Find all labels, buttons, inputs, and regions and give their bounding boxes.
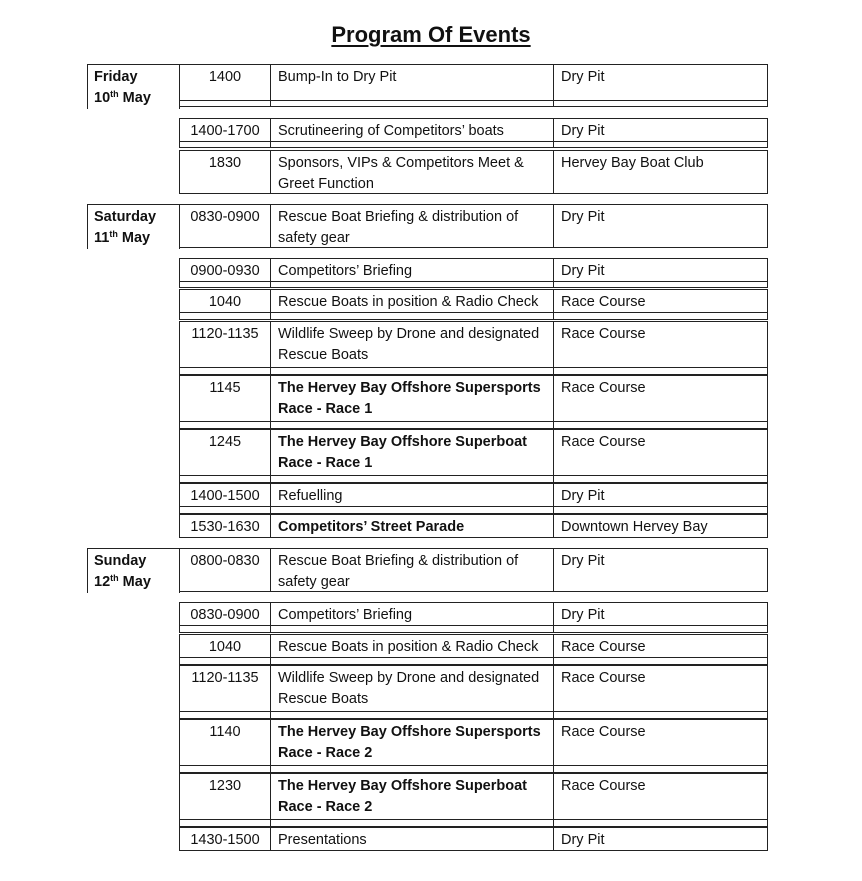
row-divider (180, 141, 767, 142)
event-location: Race Course (561, 670, 646, 686)
event-row (179, 64, 768, 107)
event-name: The Hervey Bay Offshore Supersports Race - Race 1 (271, 376, 554, 428)
event-time: 1230 (180, 774, 271, 826)
row-divider (180, 765, 767, 766)
day-date-suffix: th (109, 229, 118, 239)
event-name: Rescue Boat Briefing & distribution of safety gear (271, 205, 554, 247)
row-divider (180, 312, 767, 313)
event-time: 0900-0930 (180, 259, 271, 287)
event-time: 1040 (180, 635, 271, 664)
event-name: Presentations (271, 828, 554, 850)
event-location: Dry Pit (561, 832, 605, 848)
day-date-suffix: th (110, 573, 119, 583)
row-divider (180, 367, 767, 368)
event-name: Rescue Boats in position & Radio Check (271, 635, 554, 664)
row-divider (180, 506, 767, 507)
row-divider (180, 475, 767, 476)
event-row (179, 827, 768, 851)
day-month: May (122, 90, 151, 106)
event-row (179, 514, 768, 538)
row-divider (180, 421, 767, 422)
event-name: Rescue Boat Briefing & distribution of safety gear (271, 549, 554, 591)
event-location: Race Course (561, 380, 646, 396)
event-row (179, 118, 768, 148)
event-location: Dry Pit (561, 488, 605, 504)
event-row (179, 634, 768, 665)
event-row (179, 150, 768, 194)
event-time: 1400-1500 (180, 484, 271, 513)
event-time: 1120-1135 (180, 666, 271, 718)
day-month: May (122, 574, 151, 590)
event-time: 1830 (180, 151, 271, 193)
event-row (179, 483, 768, 514)
event-row (179, 258, 768, 288)
row-divider (180, 100, 767, 101)
event-time: 0830-0900 (180, 603, 271, 632)
day-date-suffix: th (110, 89, 119, 99)
event-row (179, 321, 768, 375)
event-row (179, 204, 768, 248)
event-row (179, 602, 768, 633)
event-row (179, 375, 768, 429)
event-name: Wildlife Sweep by Drone and designated Rescue Boats (271, 666, 554, 718)
row-divider (180, 711, 767, 712)
event-name: The Hervey Bay Offshore Supersports Race - Race 2 (271, 720, 554, 772)
event-time: 1400 (180, 65, 271, 106)
event-name: Competitors’ Street Parade (271, 515, 554, 537)
event-location: Race Course (561, 326, 646, 342)
event-time: 0830-0900 (180, 205, 271, 247)
event-location: Dry Pit (561, 209, 605, 225)
event-row (179, 289, 768, 320)
day-name: Sunday (94, 553, 147, 569)
event-location: Hervey Bay Boat Club (561, 155, 704, 171)
event-location: Dry Pit (561, 607, 605, 623)
event-time: 1120-1135 (180, 322, 271, 374)
event-location: Downtown Hervey Bay (561, 519, 708, 535)
event-row (179, 773, 768, 827)
event-name: Wildlife Sweep by Drone and designated Rescue Boats (271, 322, 554, 374)
day-label-sunday (87, 548, 180, 593)
day-month: May (121, 230, 151, 246)
event-time: 1145 (180, 376, 271, 428)
page-title: Program Of Events (331, 22, 531, 47)
day-name: Saturday (94, 209, 157, 225)
event-name: Refuelling (271, 484, 554, 513)
event-time: 1140 (180, 720, 271, 772)
event-name: Rescue Boats in position & Radio Check (271, 290, 554, 319)
event-time: 1430-1500 (180, 828, 271, 850)
event-row (179, 719, 768, 773)
event-time: 1040 (180, 290, 271, 319)
day-label-saturday (87, 204, 180, 249)
day-label-friday (87, 64, 180, 109)
row-divider (180, 281, 767, 282)
row-divider (180, 819, 767, 820)
event-location: Race Course (561, 434, 646, 450)
event-name: The Hervey Bay Offshore Superboat Race - Race 2 (271, 774, 554, 826)
row-divider (180, 625, 767, 626)
event-location: Race Course (561, 294, 646, 310)
event-name: Bump-In to Dry Pit (271, 65, 554, 106)
day-date: 11 (94, 230, 110, 246)
event-location: Race Course (561, 778, 646, 794)
event-location: Dry Pit (561, 553, 605, 569)
event-time: 1530-1630 (180, 515, 271, 537)
day-name: Friday (94, 69, 138, 85)
event-location: Dry Pit (561, 263, 605, 279)
event-name: Scrutineering of Competitors’ boats (271, 119, 554, 147)
event-location: Race Course (561, 724, 646, 740)
day-date: 10 (94, 90, 111, 106)
event-location: Dry Pit (561, 123, 605, 139)
event-time: 1245 (180, 430, 271, 482)
day-date: 12 (94, 574, 111, 590)
event-row (179, 429, 768, 483)
row-divider (180, 657, 767, 658)
event-name: Competitors’ Briefing (271, 259, 554, 287)
event-name: Competitors’ Briefing (271, 603, 554, 632)
event-name: The Hervey Bay Offshore Superboat Race - Race 1 (271, 430, 554, 482)
event-name: Sponsors, VIPs & Competitors Meet & Greet Function (271, 151, 554, 193)
event-location: Dry Pit (561, 69, 605, 85)
event-time: 0800-0830 (180, 549, 271, 591)
event-row (179, 665, 768, 719)
event-row (179, 548, 768, 592)
event-time: 1400-1700 (180, 119, 271, 147)
event-location: Race Course (561, 639, 646, 655)
